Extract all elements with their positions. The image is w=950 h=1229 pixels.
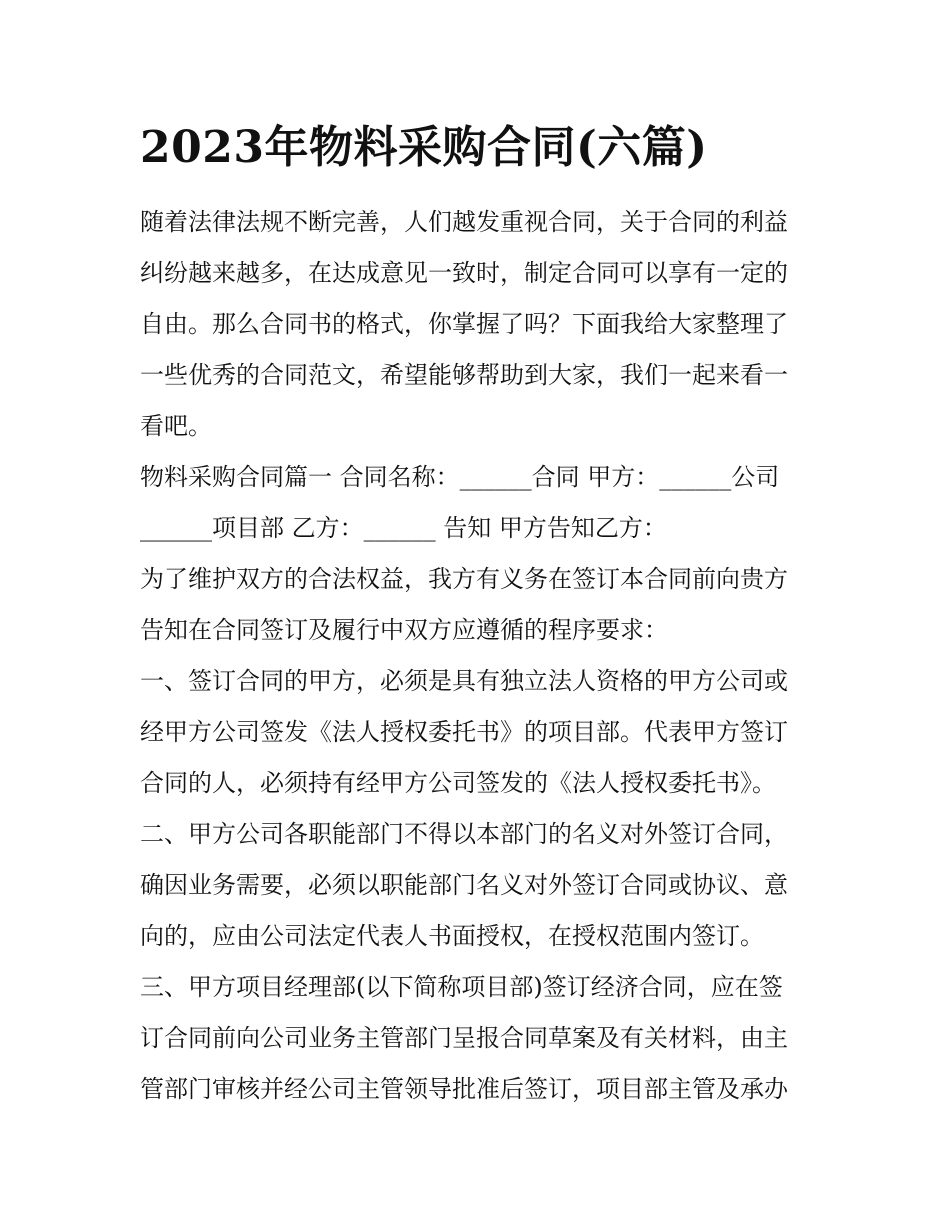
paragraph-line: 为了维护双方的合法权益，我方有义务在签订本合同前向贵方 xyxy=(140,565,788,593)
paragraph-line: 经甲方公司签发《法人授权委托书》的项目部。代表甲方签订 xyxy=(140,718,788,746)
paragraph-line: ______项目部 乙方：______ 告知 甲方告知乙方： xyxy=(140,514,667,542)
paragraph-line: 物料采购合同篇一 合同名称：______合同 甲方：______公司 xyxy=(140,463,780,491)
paragraph-line: 自由。那么合同书的格式，你掌握了吗？下面我给大家整理了 xyxy=(140,310,788,338)
paragraph-line: 合同的人，必须持有经甲方公司签发的《法人授权委托书》。 xyxy=(140,769,776,797)
paragraph-line: 一、签订合同的甲方，必须是具有独立法人资格的甲方公司或 xyxy=(140,667,788,695)
paragraph-line: 纠纷越来越多，在达成意见一致时，制定合同可以享有一定的 xyxy=(140,259,788,287)
paragraph-line: 订合同前向公司业务主管部门呈报合同草案及有关材料，由主 xyxy=(140,1024,788,1052)
paragraph-line: 随着法律法规不断完善，人们越发重视合同，关于合同的利益 xyxy=(140,208,788,236)
paragraph-line: 三、甲方项目经理部(以下简称项目部)签订经济合同，应在签 xyxy=(140,973,783,1001)
paragraph-line: 一些优秀的合同范文，希望能够帮助到大家，我们一起来看一 xyxy=(140,361,788,389)
document-title: 2023年物料采购合同(六篇) xyxy=(140,122,708,173)
paragraph-line: 管部门审核并经公司主管领导批准后签订，项目部主管及承办 xyxy=(140,1075,788,1103)
paragraph-line: 二、甲方公司各职能部门不得以本部门的名义对外签订合同， xyxy=(140,820,788,848)
paragraph-line: 向的，应由公司法定代表人书面授权，在授权范围内签订。 xyxy=(140,922,764,950)
paragraph-line: 确因业务需要，必须以职能部门名义对外签订合同或协议、意 xyxy=(140,871,788,899)
paragraph-line: 告知在合同签订及履行中双方应遵循的程序要求： xyxy=(140,616,668,644)
paragraph-line: 看吧。 xyxy=(140,412,212,440)
